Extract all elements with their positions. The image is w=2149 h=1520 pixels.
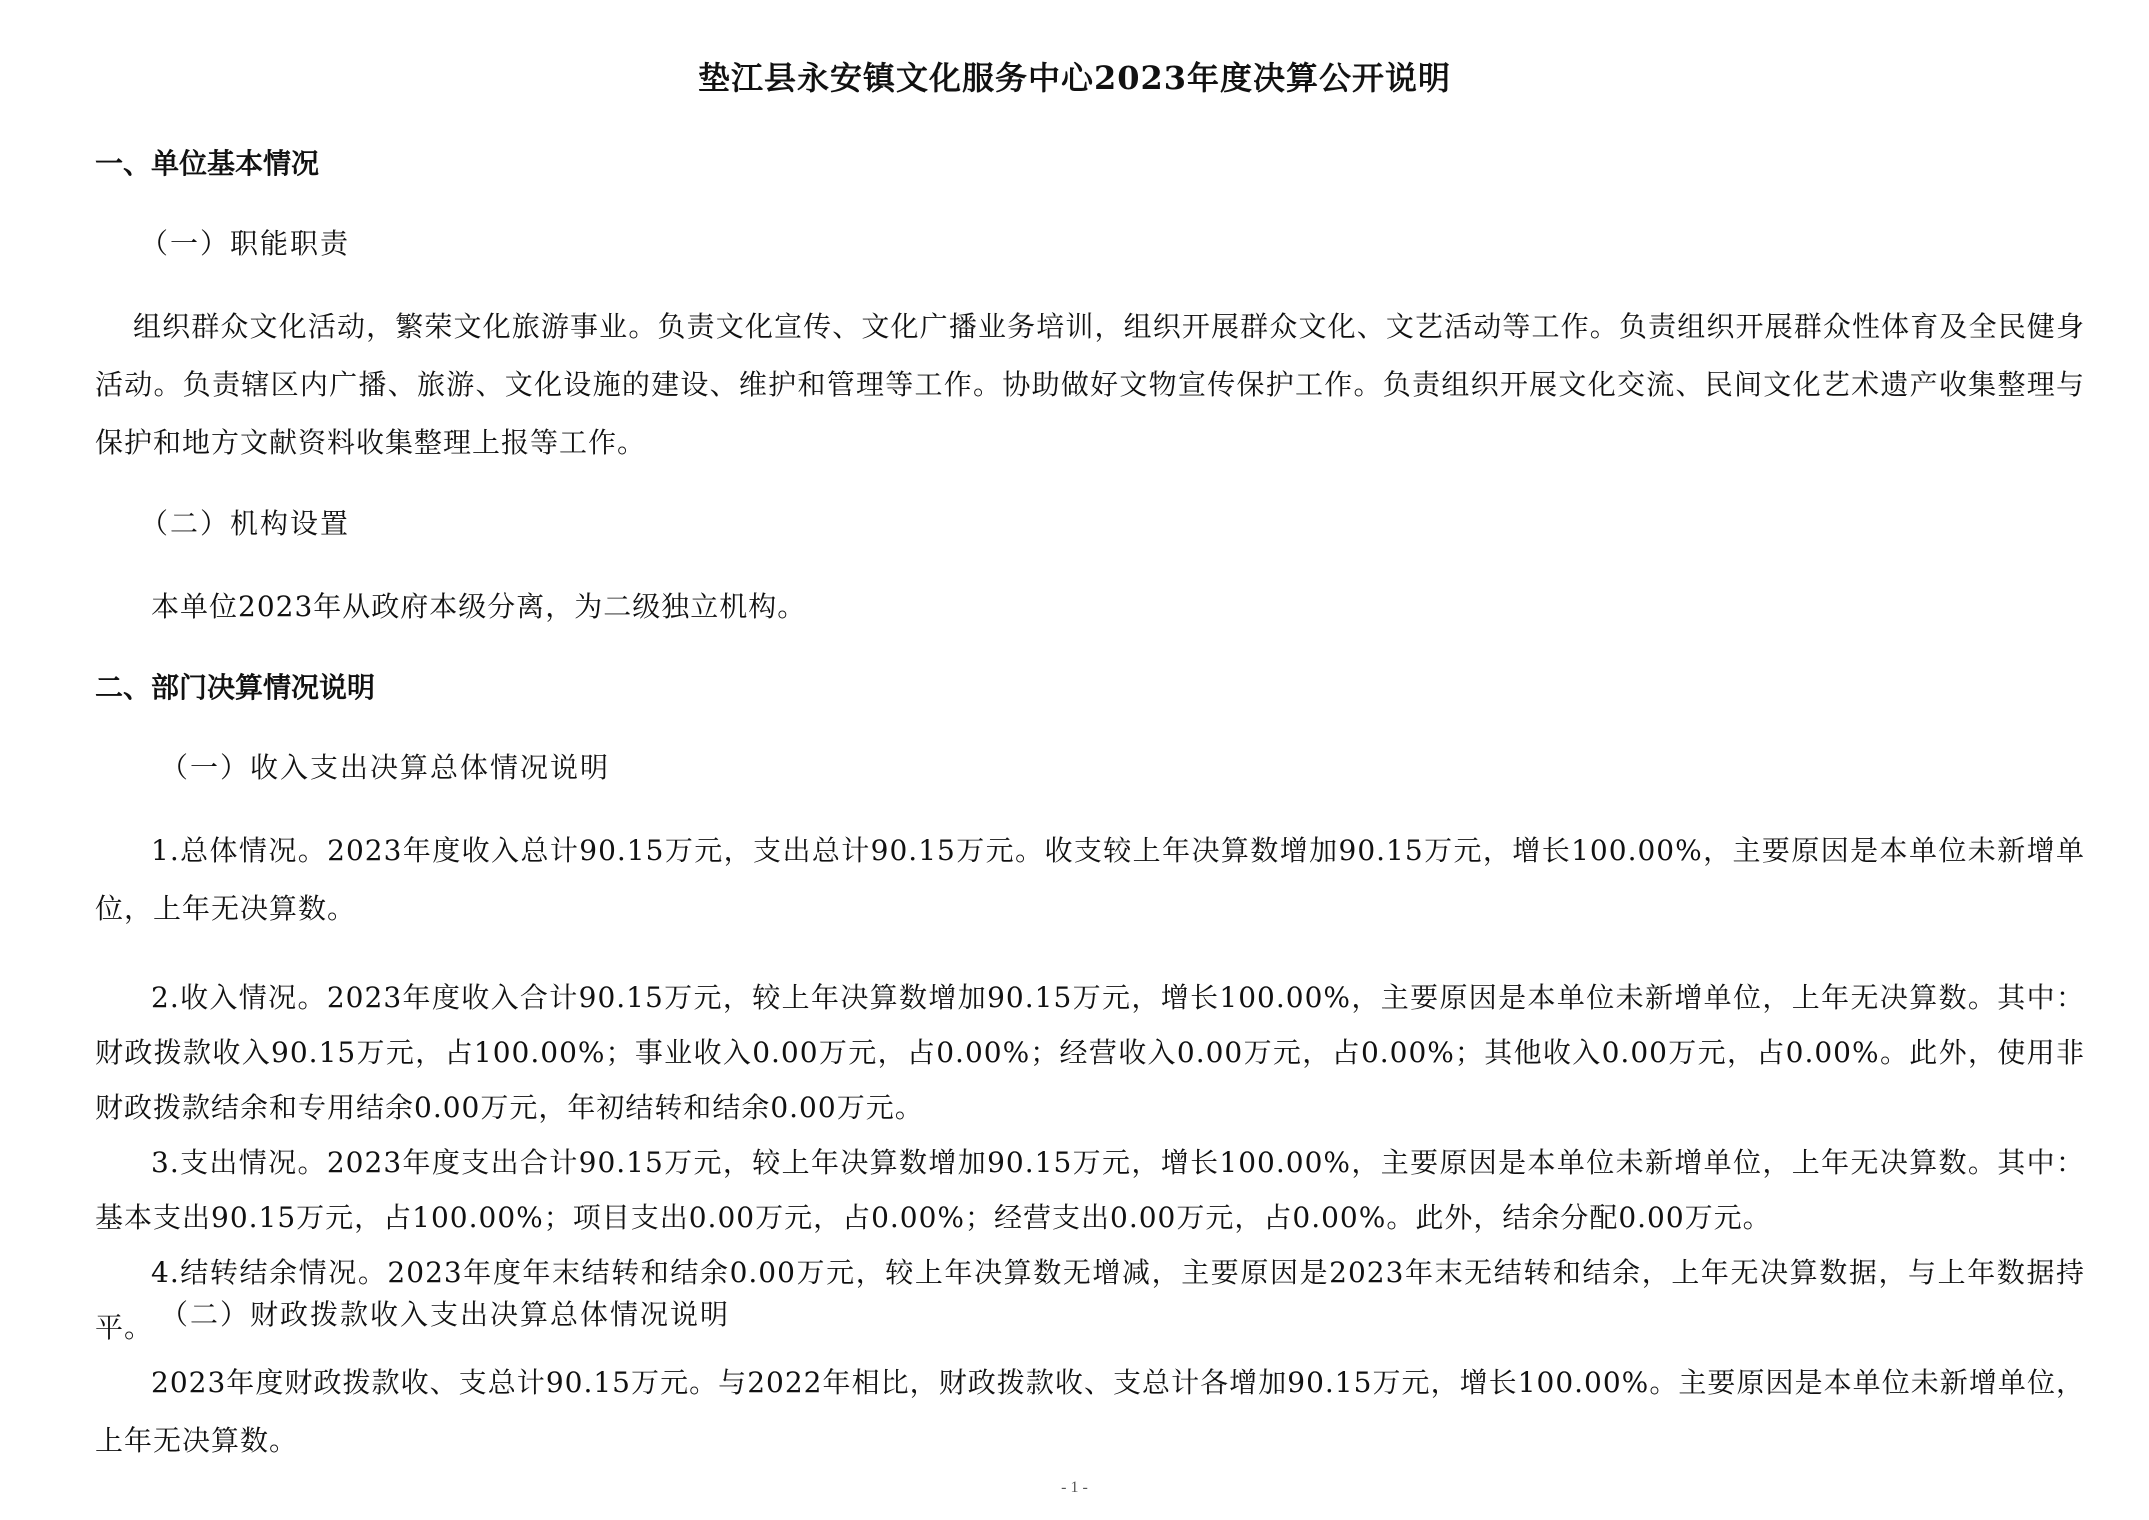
subheading-income-expense-overall: （一）收入支出决算总体情况说明 bbox=[160, 751, 611, 784]
paragraph-overall-situation: 1.总体情况。2023年度收入总计90.15万元，支出总计90.15万元。收支较上年决算数增加90.15万元，增长100.00%，主要原因是本单位未新增单位，上年无决算数。 bbox=[95, 834, 2085, 925]
paragraph-income-situation: 2.收入情况。2023年度收入合计90.15万元，较上年决算数增加90.15万元，增长100.00%，主要原因是本单位未新增单位，上年无决算数。其中：财政拨款收入90.15万元，占100.00%；事业收入0.00万元，占0.00%；经营收入0.00万元，占0.00%；其他收入0.00万元，占0.00%。此外，使用非财政拨款结余和专用结余0.00万元，年初结转和结余0.00万元。 bbox=[95, 981, 2085, 1124]
paragraph-expense-situation: 3.支出情况。2023年度支出合计90.15万元，较上年决算数增加90.15万元，增长100.00%，主要原因是本单位未新增单位，上年无决算数。其中：基本支出90.15万元，占100.00%；项目支出0.00万元，占0.00%；经营支出0.00万元，占0.00%。此外，结余分配0.00万元。 bbox=[95, 1146, 2085, 1234]
page-number: - 1 - bbox=[1061, 1479, 1088, 1496]
paragraph-organization: 本单位2023年从政府本级分离，为二级独立机构。 bbox=[151, 590, 807, 623]
paragraph-functions: 组织群众文化活动，繁荣文化旅游事业。负责文化宣传、文化广播业务培训，组织开展群众文化、文艺活动等工作。负责组织开展群众性体育及全民健身活动。负责辖区内广播、旅游、文化设施的建设、维护和管理等工作。协助做好文物宣传保护工作。负责组织开展文化交流、民间文化艺术遗产收集整理与保护和地方文献资料收集整理上报等工作。 bbox=[95, 310, 2085, 459]
subheading-fiscal-appropriation: （二）财政拨款收入支出决算总体情况说明 bbox=[160, 1298, 731, 1331]
paragraph-fiscal-appropriation: 2023年度财政拨款收、支总计90.15万元。与2022年相比，财政拨款收、支总计各增加90.15万元，增长100.00%。主要原因是本单位未新增单位，上年无决算数。 bbox=[95, 1366, 2085, 1457]
subheading-functions: （一）职能职责 bbox=[140, 227, 351, 260]
subheading-organization: （二）机构设置 bbox=[140, 507, 351, 540]
section-heading-final-accounts: 二、部门决算情况说明 bbox=[95, 671, 376, 704]
paragraph-carryover-situation: 4.结转结余情况。2023年度年末结转和结余0.00万元，较上年决算数无增减，主要原因是2023年末无结转和结余，上年无决算数据，与上年数据持平。 bbox=[95, 1256, 2085, 1344]
document-title: 垫江县永安镇文化服务中心2023年度决算公开说明 bbox=[697, 59, 1452, 97]
section-heading-unit-basics: 一、单位基本情况 bbox=[95, 147, 320, 180]
